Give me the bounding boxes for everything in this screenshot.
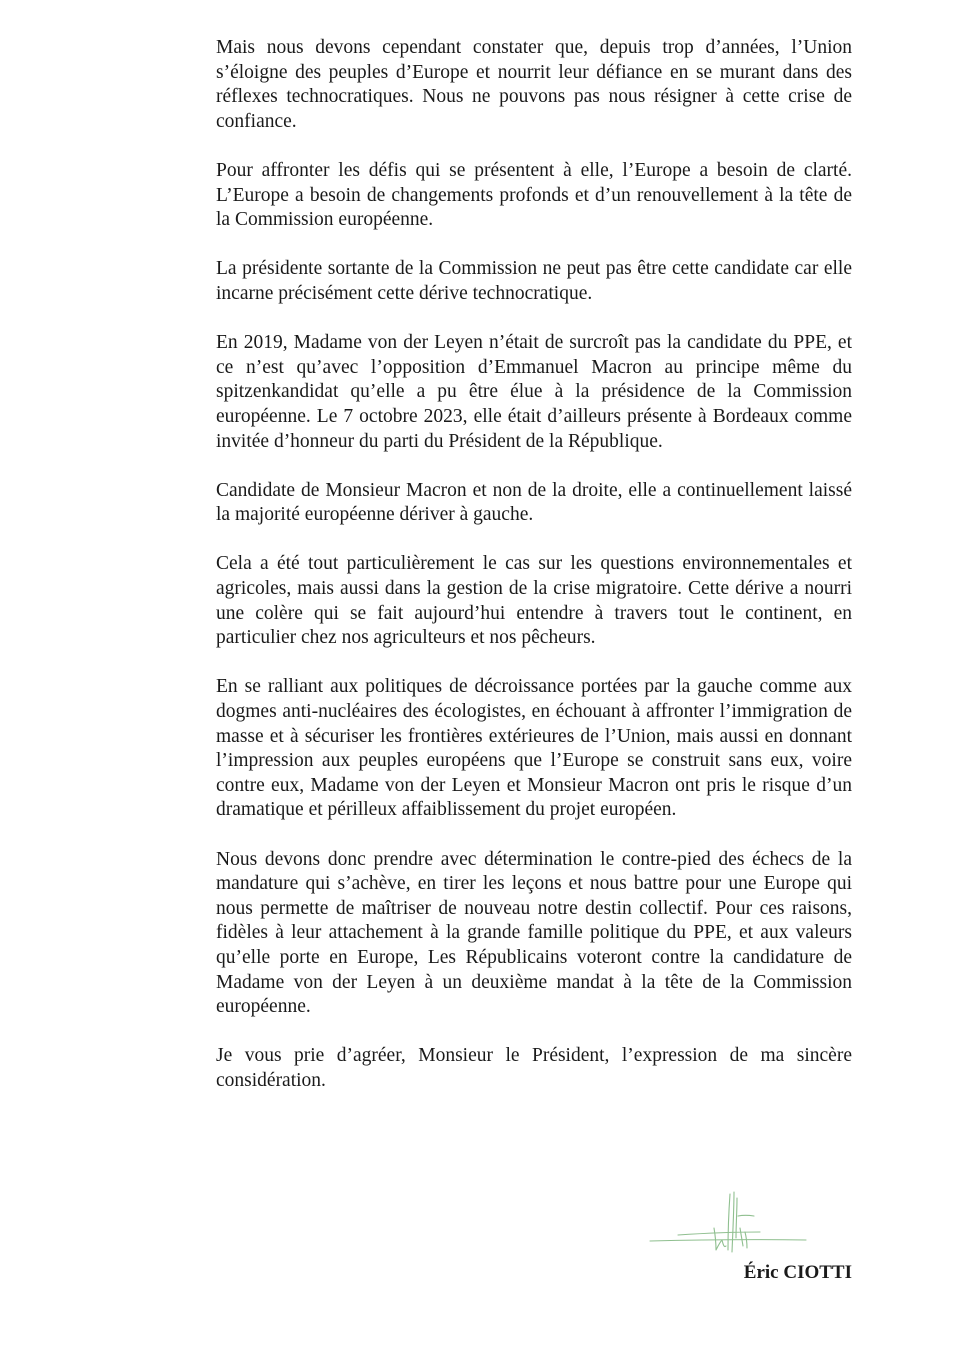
- paragraph-7: En se ralliant aux politiques de décroissance portées par la gauche comme aux dogmes anti-nucléaires des écologistes, en échouant à affronter l’immigration de masse et à sécuriser les frontières extérieures de l’Union, mais aussi en donnant l’impression aux peuples européens que l’Europe se construit sans eux, voire contre eux, Madame von der Leyen et Monsieur Macron ont pris le risque d’un dramatique et périlleux affaiblissement du projet européen.: [216, 676, 852, 821]
- letter-body: [216, 36, 852, 1118]
- signer-name: Éric CIOTTI: [743, 1262, 852, 1283]
- closing-paragraph: Je vous prie d’agréer, Monsieur le Président, l’expression de ma sincère considération.: [216, 1045, 852, 1091]
- paragraph-2: Pour affronter les défis qui se présentent à elle, l’Europe a besoin de clarté. L’Europe a besoin de changements profonds et d’un renouvellement à la tête de la Commission européenne.: [216, 159, 852, 231]
- paragraph-4: En 2019, Madame von der Leyen n’était de surcroît pas la candidate du PPE, et ce n’est qu’avec l’opposition d’Emmanuel Macron au principe même du spitzenkandidat qu’elle a pu être élue à la présidence de la Commission européenne. Le 7 octobre 2023, elle était d’ailleurs présente à Bordeaux comme invitée d’honneur du parti du Président de la République.: [216, 332, 852, 452]
- paragraph-1: Mais nous devons cependant constater que, depuis trop d’années, l’Union s’éloigne des peuples d’Europe et nourrit leur défiance en se murant dans des réflexes technocratiques. Nous ne pouvons pas nous résigner à cette crise de confiance.: [216, 37, 852, 132]
- paragraph-8: Nous devons donc prendre avec détermination le contre-pied des échecs de la mandature qui s’achève, en tirer les leçons et nous battre pour une Europe qui nous permette de maîtriser de nouveau notre destin collectif. Pour ces raisons, fidèles à leur attachement à la grande famille politique du PPE, et aux valeurs qu’elle porte en Europe, Les Républicains voteront contre la candidature de Madame von der Leyen à un deuxième mandat à la tête de la Commission européenne.: [216, 848, 852, 1018]
- paragraph-5: Candidate de Monsieur Macron et non de la droite, elle a continuellement laissé la majorité européenne dériver à gauche.: [216, 479, 852, 526]
- paragraph-3: La présidente sortante de la Commission ne peut pas être cette candidate car elle incarne précisément cette dérive technocratique.: [216, 258, 852, 304]
- paragraph-6: Cela a été tout particulièrement le cas sur les questions environnementales et agricoles, mais aussi dans la gestion de la crise migratoire. Cette dérive a nourri une colère qui se fait aujourd’hui entendre à travers tout le continent, en particulier chez nos agriculteurs et nos pêcheurs.: [216, 553, 852, 649]
- handwritten-signature-icon: [648, 1188, 808, 1258]
